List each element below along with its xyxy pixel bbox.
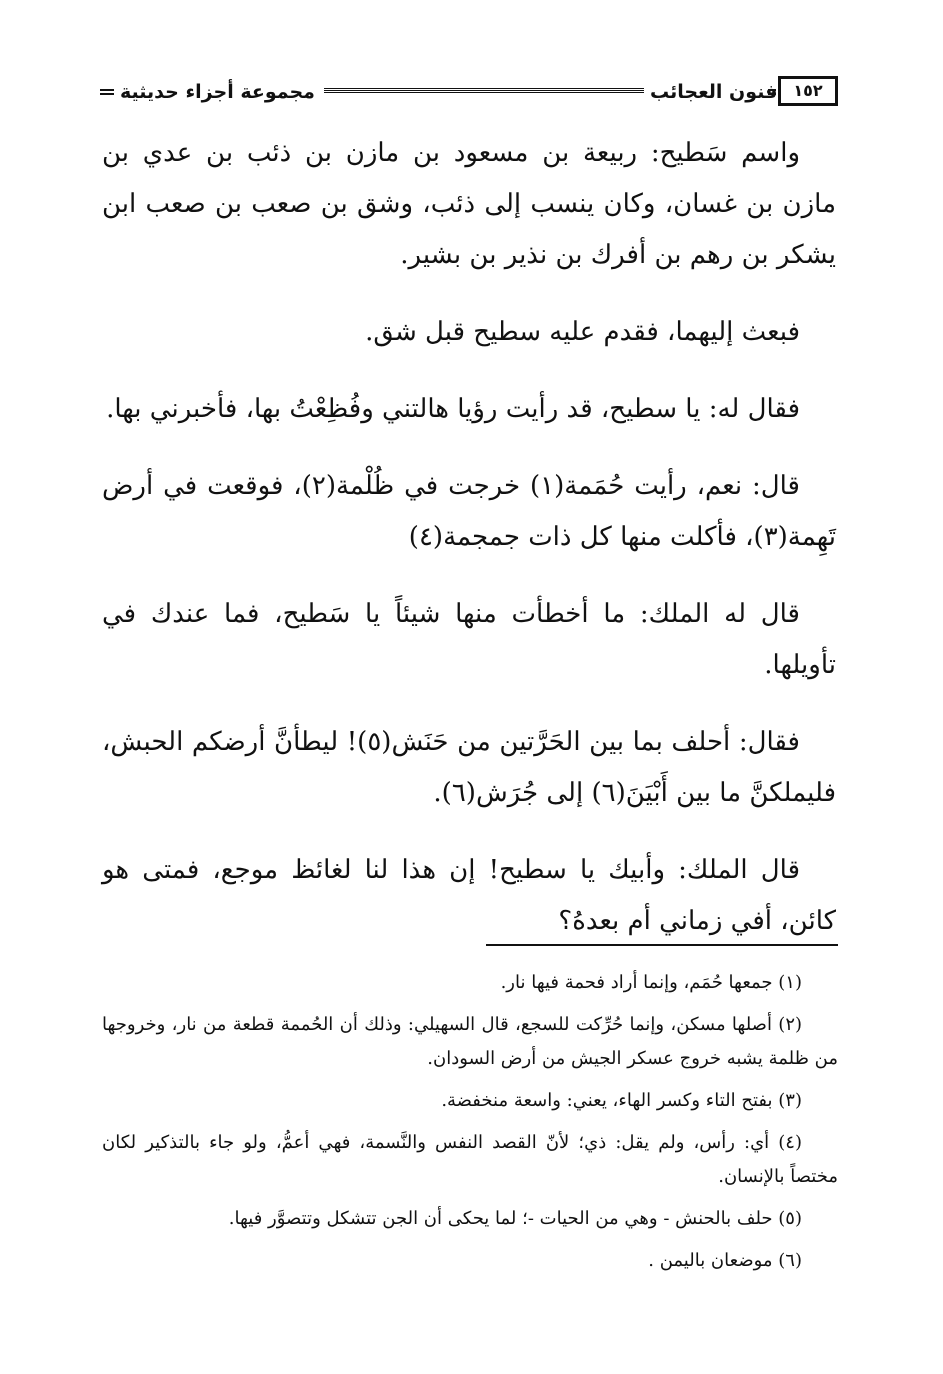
footnote-2: (٢) أصلها مسكن، وإنما حُرِّكت للسجع، قال السهيلي: وذلك أن الحُممة قطعة من نار، وخروجها من ظلمة يشبه خروج عسكر الجيش من أرض السودان. <box>102 1014 838 1069</box>
paragraph-king-asks: فقال له: يا سطيح، قد رأيت رؤيا هالتني وفُظِعْتُ بها، فأخبرني بها. <box>106 394 800 424</box>
footnote-3: (٣) بفتح التاء وكسر الهاء، يعني: واسعة منخفضة. <box>441 1090 802 1111</box>
main-text <box>102 128 836 971</box>
footnote-5: (٥) حلف بالحنش - وهي من الحيات -؛ لما يحكى أن الجن تتشكل وتتصوَّر فيها. <box>228 1208 802 1229</box>
paragraph-oath: فقال: أحلف بما بين الحَرَّتين من حَنَش(٥)! ليطأنَّ أرضكم الحبش، فليملكنَّ ما بين أَبْيَنَ(٦) إلى جُرَش(٦). <box>102 727 836 808</box>
paragraph-sent-for-them: فبعث إليهما، فقدم عليه سطيح قبل شق. <box>365 317 800 347</box>
header-series-title: مجموعة أجزاء حديثية <box>120 81 315 103</box>
paragraph-satih-vision: قال: نعم، رأيت حُمَمة(١) خرجت في ظُلْمة(٢)، فوقعت في أرض تَهِمة(٣)، فأكلت منها كل ذات جمجمة(٤) <box>102 471 836 552</box>
paragraph-satih-name: واسم سَطيح: ربيعة بن مسعود بن مازن بن ذئب بن عدي بن مازن بن غسان، وكان ينسب إلى ذئب، وشق بن صعب بن صعب ابن يشكر بن رهم بن أفرك بن نذير بن بشير. <box>102 138 836 270</box>
footnote-6: (٦) موضعان باليمن . <box>648 1250 802 1271</box>
header-rule <box>324 88 644 94</box>
footnote-1: (١) جمعها حُمَم، وإنما أراد فحمة فيها نار. <box>500 972 802 993</box>
header-book-title: فنون العجائب <box>650 81 778 103</box>
page-number: ١٥٢ <box>778 76 838 106</box>
footnote-separator <box>486 944 838 946</box>
header-end-ornament-left <box>100 89 114 95</box>
header-connector <box>768 89 776 95</box>
footnote-4: (٤) أي: رأس، ولم يقل: ذي؛ لأنّ القصد النفس والنَّسمة، فهي أعمُّ، ولو جاء بالتذكير لكان مختصاً بالإنسان. <box>102 1132 838 1187</box>
paragraph-king-question: قال الملك: وأبيك يا سطيح! إن هذا لنا لغائظ موجع، فمتى هو كائن، أفي زماني أم بعدهُ؟ <box>102 855 836 936</box>
paragraph-king-interpretation: قال له الملك: ما أخطأت منها شيئاً يا سَطيح، فما عندك في تأويلها. <box>102 599 836 680</box>
running-header <box>100 72 840 112</box>
footnotes <box>102 966 838 1286</box>
